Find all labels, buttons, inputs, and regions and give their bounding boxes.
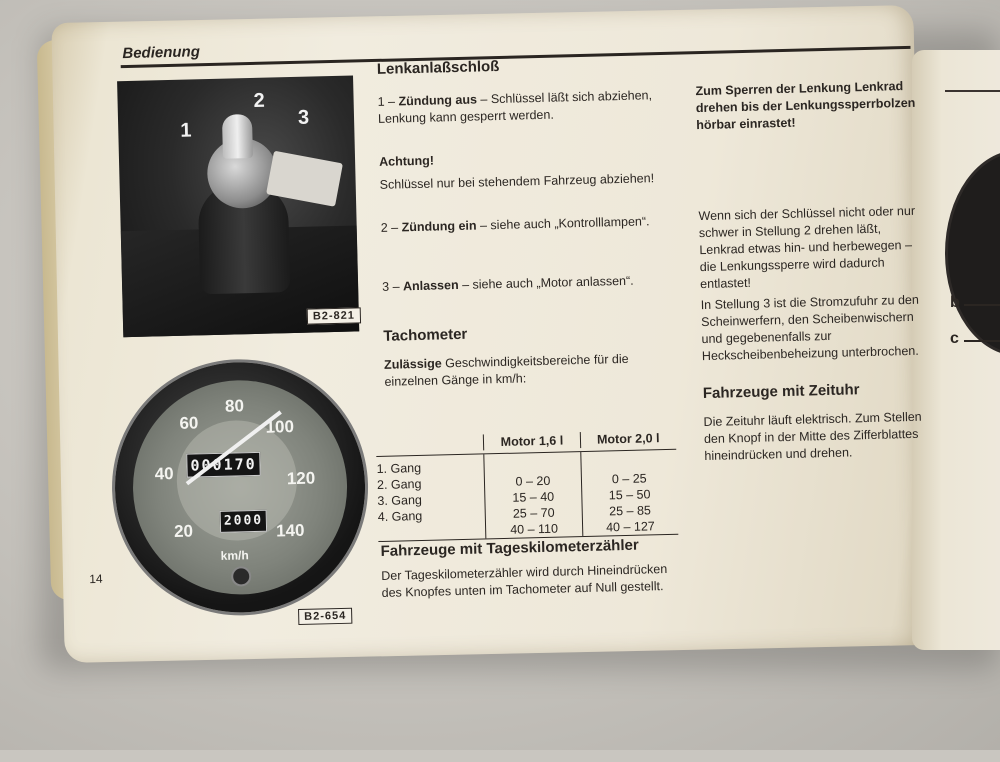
trip-odometer-display: 2000 — [220, 510, 268, 533]
lock-item-2-label: Zündung ein — [401, 218, 477, 235]
gear-label: 3. Gang — [377, 492, 423, 509]
speed-range: 0 – 20 — [515, 473, 551, 489]
speed-tick-120: 120 — [286, 468, 316, 489]
lock-item-1-number: 1 – — [377, 94, 396, 109]
lock-section-title: Lenkanlaßschloß — [376, 57, 500, 78]
section-header: Bedienung — [122, 43, 201, 63]
clock-section-title: Fahrzeuge mit Zeituhr — [702, 381, 860, 403]
warning-title: Achtung! — [378, 153, 435, 169]
lock-item-1-label: Zündung aus — [398, 92, 478, 109]
speed-unit-label: km/h — [220, 548, 249, 563]
ignition-lock-photo — [117, 76, 359, 338]
speed-range-table — [376, 430, 678, 542]
gear-label: 4. Gang — [377, 508, 423, 525]
tacho-section-title: Tachometer — [383, 325, 468, 345]
trip-counter-section — [380, 536, 682, 614]
gear-column — [376, 454, 485, 541]
key-turn-hint: Wenn sich der Schlüssel nicht oder nur schwer in Stellung 2 drehen läßt, Lenkrad etwas hin- und herbewegen – die Lenkungssperre wird dadurch entlastet! — [698, 203, 916, 292]
tacho-intro — [384, 350, 685, 391]
speed-tick-80: 80 — [224, 396, 245, 416]
speed-table-body — [376, 450, 678, 542]
odometer-display: 000170 — [186, 452, 261, 478]
ignition-key — [222, 114, 253, 159]
lock-item-2-text: – siehe auch „Kontrolllampen“. — [476, 214, 650, 233]
lock-item-3-text: – siehe auch „Motor anlassen“. — [458, 273, 634, 292]
position-3-note: In Stellung 3 ist die Stromzufuhr zu den Scheinwerfern, den Scheibenwischern und gegebenenfalls zur Heckscheibenbeheizung unterbrochen. — [700, 292, 920, 364]
gear-label: 2. Gang — [376, 476, 422, 493]
motor-16-column — [484, 452, 582, 538]
position-label-1: 1 — [180, 119, 192, 142]
speed-tick-100: 100 — [265, 417, 295, 437]
steering-lock-note: Zum Sperren der Lenkung Lenkrad drehen bis der Lenkungssperrbolzen hörbar einrastet! — [695, 79, 916, 133]
figure-label-c: c — [950, 330, 959, 347]
lock-item-3-number: 3 – — [382, 279, 400, 294]
motor-20-column — [580, 450, 678, 536]
speed-range: 0 – 25 — [611, 471, 647, 487]
clock-section-text: Die Zeituhr läuft elektrisch. Zum Stellen den Knopf in der Mitte des Zifferblattes hineindrücken und drehen. — [703, 409, 922, 464]
speed-range: 25 – 70 — [512, 505, 555, 521]
warning-text: Schlüssel nur bei stehendem Fahrzeug abziehen! — [379, 171, 655, 192]
tacho-intro-bold: Zulässige — [383, 356, 442, 372]
trip-section-title: Fahrzeuge mit Tageskilometerzähler — [380, 536, 639, 560]
speed-range: 15 – 50 — [608, 487, 651, 503]
header-motor-20: Motor 2,0 l — [579, 430, 676, 448]
header-motor-16: Motor 1,6 l — [483, 432, 580, 450]
speed-range: 15 – 40 — [512, 489, 555, 505]
figure-ref-speedometer: B2-654 — [298, 608, 352, 625]
trip-section-text: Der Tageskilometerzähler wird durch Hineindrücken des Knopfes unten im Tachometer auf Null gestellt. — [381, 561, 668, 600]
speedometer-figure — [112, 359, 368, 615]
speed-range: 40 – 127 — [605, 519, 655, 535]
lock-item-1-text: – Schlüssel läßt sich abziehen, Lenkung kann gesperrt werden. — [377, 88, 653, 126]
gear-label: 1. Gang — [376, 460, 422, 477]
speed-tick-40: 40 — [154, 464, 174, 484]
speed-range: 25 – 85 — [609, 503, 652, 519]
lock-section — [377, 54, 685, 403]
lock-item-3-label: Anlassen — [402, 277, 459, 294]
tacho-intro-text: Geschwindigkeitsbereiche für die einzelnen Gänge in km/h: — [384, 351, 629, 389]
right-column — [695, 78, 925, 477]
speed-tick-60: 60 — [179, 413, 199, 433]
speed-tick-140: 140 — [275, 520, 305, 541]
position-label-3: 3 — [297, 106, 310, 129]
page-number: 14 — [89, 571, 103, 587]
speed-tick-20: 20 — [173, 521, 194, 542]
lock-item-1 — [377, 87, 678, 128]
position-label-2: 2 — [253, 89, 265, 112]
figure-ref-lock: B2-821 — [307, 307, 361, 324]
speed-range: 40 – 110 — [510, 521, 559, 537]
lock-item-2-number: 2 – — [380, 220, 399, 235]
figure-label-b: b — [950, 294, 960, 311]
